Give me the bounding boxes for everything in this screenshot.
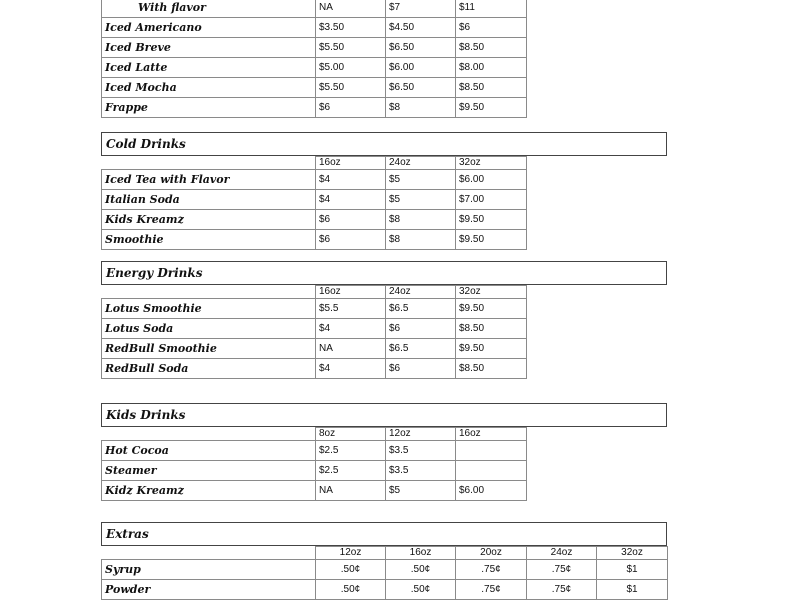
price-cell <box>456 441 527 461</box>
item-name: Frappe <box>102 98 316 118</box>
price-cell: $6 <box>456 18 527 38</box>
price-cell: $5.50 <box>316 38 386 58</box>
size-label: 32oz <box>597 547 668 560</box>
energy-drinks-header: Energy Drinks <box>101 261 667 285</box>
price-cell: .75¢ <box>456 580 527 600</box>
item-name: Iced Latte <box>102 58 316 78</box>
size-label: 24oz <box>527 547 597 560</box>
price-cell: $2.5 <box>316 461 386 481</box>
size-header-row <box>102 286 527 299</box>
item-name: Steamer <box>102 461 316 481</box>
size-label: 12oz <box>386 428 456 441</box>
price-cell: $2.5 <box>316 441 386 461</box>
kids-drinks-table <box>101 427 527 501</box>
price-cell: $6.5 <box>386 339 456 359</box>
price-cell: $6 <box>316 230 386 250</box>
item-name: Italian Soda <box>102 190 316 210</box>
size-header-blank <box>102 428 316 441</box>
menu-row <box>102 38 527 58</box>
price-cell: NA <box>316 0 386 18</box>
price-cell: $5 <box>386 190 456 210</box>
price-cell: $6.00 <box>386 58 456 78</box>
cold-drinks-table <box>101 156 527 250</box>
price-cell: $5.00 <box>316 58 386 78</box>
item-name: Iced Mocha <box>102 78 316 98</box>
item-name: With flavor <box>102 0 316 18</box>
menu-row <box>102 58 527 78</box>
menu-row <box>102 441 527 461</box>
price-cell: .50¢ <box>386 560 456 580</box>
size-header-row <box>102 547 668 560</box>
price-cell: $8.50 <box>456 319 527 339</box>
price-cell: $9.50 <box>456 299 527 319</box>
menu-row <box>102 210 527 230</box>
price-cell: .50¢ <box>386 580 456 600</box>
menu-row <box>102 170 527 190</box>
item-name: RedBull Soda <box>102 359 316 379</box>
price-cell: $1 <box>597 560 668 580</box>
price-cell: $6.50 <box>386 78 456 98</box>
price-cell <box>456 461 527 481</box>
menu-row <box>102 461 527 481</box>
size-label: 8oz <box>316 428 386 441</box>
price-cell: $6 <box>386 319 456 339</box>
menu-row <box>102 230 527 250</box>
top-menu-table <box>101 0 527 118</box>
item-name: RedBull Smoothie <box>102 339 316 359</box>
price-cell: $8.00 <box>456 58 527 78</box>
price-cell: $9.50 <box>456 230 527 250</box>
size-label: 16oz <box>386 547 456 560</box>
size-header-blank <box>102 157 316 170</box>
menu-row <box>102 78 527 98</box>
item-name: Lotus Soda <box>102 319 316 339</box>
menu-row <box>102 560 668 580</box>
menu-row <box>102 18 527 38</box>
price-cell: $4 <box>316 170 386 190</box>
size-label: 12oz <box>316 547 386 560</box>
price-cell: .75¢ <box>456 560 527 580</box>
price-cell: .50¢ <box>316 560 386 580</box>
item-name: Hot Cocoa <box>102 441 316 461</box>
price-cell: $5 <box>386 481 456 501</box>
energy-drinks-table <box>101 285 527 379</box>
size-label: 16oz <box>316 286 386 299</box>
price-cell: .75¢ <box>527 560 597 580</box>
item-name: Iced Tea with Flavor <box>102 170 316 190</box>
price-cell: $4 <box>316 359 386 379</box>
price-cell: $9.50 <box>456 210 527 230</box>
size-header-row <box>102 157 527 170</box>
menu-row <box>102 359 527 379</box>
price-cell: $6.5 <box>386 299 456 319</box>
price-cell: $1 <box>597 580 668 600</box>
price-cell: $6 <box>386 359 456 379</box>
price-cell: $5.50 <box>316 78 386 98</box>
price-cell: $5 <box>386 170 456 190</box>
price-cell: $7.00 <box>456 190 527 210</box>
size-label: 16oz <box>456 428 527 441</box>
size-label: 16oz <box>316 157 386 170</box>
price-cell: $7 <box>386 0 456 18</box>
cold-drinks-header: Cold Drinks <box>101 132 667 156</box>
size-label: 24oz <box>386 286 456 299</box>
price-cell: NA <box>316 339 386 359</box>
price-cell: $8.50 <box>456 38 527 58</box>
kids-drinks-header: Kids Drinks <box>101 403 667 427</box>
price-cell: .50¢ <box>316 580 386 600</box>
price-cell: $6 <box>316 98 386 118</box>
extras-header: Extras <box>101 522 667 546</box>
item-name: Powder <box>102 580 316 600</box>
price-cell: $6.00 <box>456 481 527 501</box>
size-label: 24oz <box>386 157 456 170</box>
price-cell: $3.5 <box>386 441 456 461</box>
size-header-blank <box>102 286 316 299</box>
item-name: Iced Americano <box>102 18 316 38</box>
price-cell: $6.00 <box>456 170 527 190</box>
menu-row <box>102 319 527 339</box>
price-cell: $3.5 <box>386 461 456 481</box>
size-label: 20oz <box>456 547 527 560</box>
item-name: Kidz Kreamz <box>102 481 316 501</box>
price-cell: $6 <box>316 210 386 230</box>
price-cell: $6.50 <box>386 38 456 58</box>
item-name: Smoothie <box>102 230 316 250</box>
item-name: Lotus Smoothie <box>102 299 316 319</box>
item-name: Syrup <box>102 560 316 580</box>
price-cell: $4.50 <box>386 18 456 38</box>
extras-table <box>101 546 668 600</box>
menu-row <box>102 98 527 118</box>
price-cell: $8 <box>386 210 456 230</box>
item-name: Iced Breve <box>102 38 316 58</box>
price-cell: $4 <box>316 319 386 339</box>
menu-row <box>102 299 527 319</box>
price-cell: $5.5 <box>316 299 386 319</box>
item-name: Kids Kreamz <box>102 210 316 230</box>
size-label: 32oz <box>456 286 527 299</box>
menu-row <box>102 481 527 501</box>
price-cell: NA <box>316 481 386 501</box>
price-cell: .75¢ <box>527 580 597 600</box>
menu-row <box>102 190 527 210</box>
menu-row <box>102 339 527 359</box>
price-cell: $9.50 <box>456 98 527 118</box>
price-cell: $8 <box>386 230 456 250</box>
menu-row <box>102 580 668 600</box>
price-cell: $4 <box>316 190 386 210</box>
size-label: 32oz <box>456 157 527 170</box>
size-header-blank <box>102 547 316 560</box>
price-cell: $8 <box>386 98 456 118</box>
price-cell: $8.50 <box>456 359 527 379</box>
price-cell: $3.50 <box>316 18 386 38</box>
menu-row <box>102 0 527 18</box>
price-cell: $9.50 <box>456 339 527 359</box>
price-cell: $8.50 <box>456 78 527 98</box>
size-header-row <box>102 428 527 441</box>
price-cell: $11 <box>456 0 527 18</box>
